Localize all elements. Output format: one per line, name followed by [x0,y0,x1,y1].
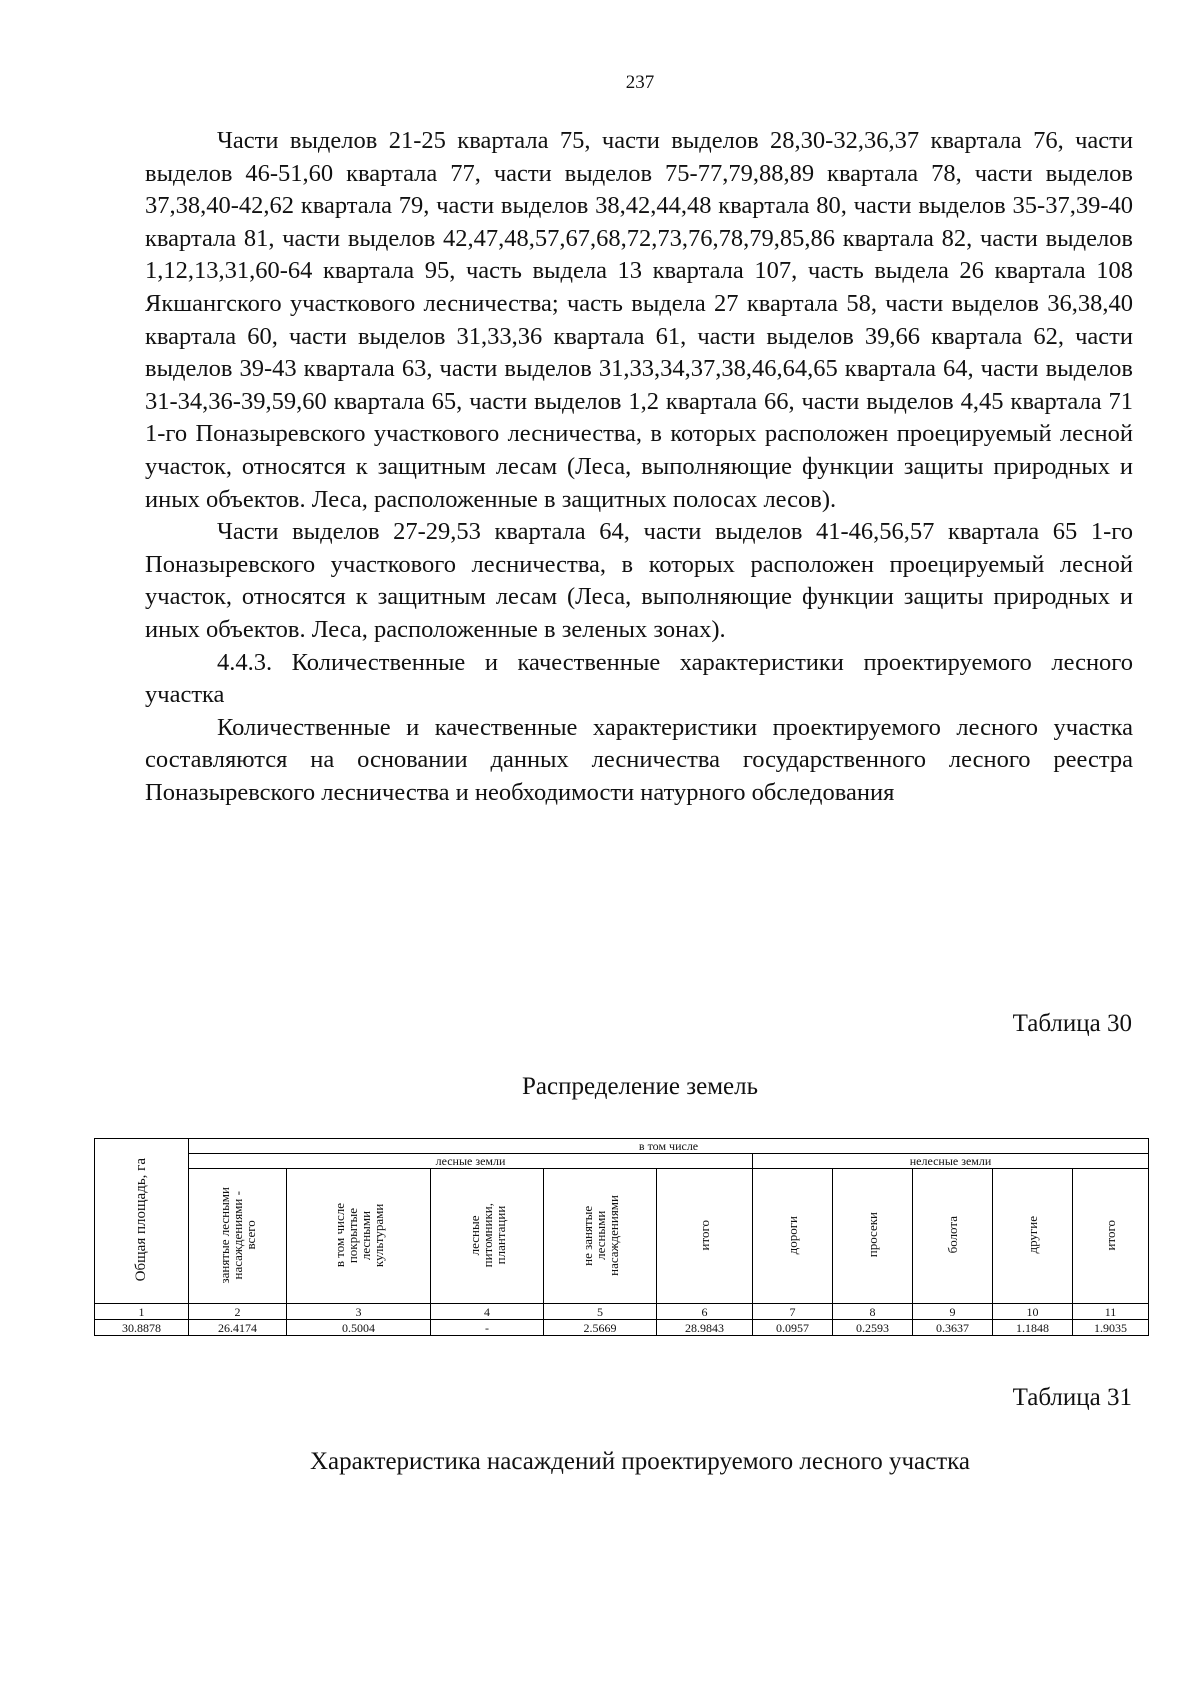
column-number: 8 [833,1304,913,1320]
header-other: другие [993,1169,1073,1304]
value-cell: 1.1848 [993,1320,1073,1336]
header-nonforest-lands: нелесные земли [753,1154,1149,1169]
value-cell: 0.0957 [753,1320,833,1336]
value-cell: 0.5004 [287,1320,431,1336]
section-heading-4-4-3: 4.4.3. Количественные и качественные характеристики проектируемого лесного участка [145,648,1133,709]
table-30-title: Распределение земель [522,1073,758,1100]
land-distribution-table [94,1138,1149,1336]
header-including: в том числе [189,1139,1149,1154]
header-nonforest-total: итого [1073,1169,1149,1304]
header-total-area: Общая площадь, га [95,1139,189,1304]
header-forest-lands: лесные земли [189,1154,753,1169]
paragraph-characteristics: Количественные и качественные характеристики проектируемого лесного участка составляются на основании данных лесничества государственного лесного реестра Поназыревского лесничества и необходимости натурного обследования [145,713,1133,806]
header-forest-cultures: в том числе покрытые лесными культурами [287,1169,431,1304]
paragraph-protective-forests-1: Части выделов 21-25 квартала 75, части выделов 28,30-32,36,37 квартала 76, части выделов 46-51,60 квартала 77, части выделов 75-77,79,88,89 квартала 78, части выделов 37,38,40-42,62 квартала 79, части выделов 38,42,44,48 квартала 80, части выделов 35-37,39-40 квартала 81, части выделов 42,47,48,57,67,68,72,73,76,78,79,85,86 квартала 82, части выделов 1,12,13,31,60-64 квартала 95, часть выдела 13 квартала 107, часть выдела 26 квартала 108 Якшангского участкового лесничества; часть выдела 27 квартала 58, части выделов 36,38,40 квартала 60, части выделов 31,33,36 квартала 61, части выделов 39,66 квартала 62, части выделов 39-43 квартала 63, части выделов 31,33,34,37,38,46,64,65 квартала 64, части выделов 31-34,36-39,59,60 квартала 65, части выделов 1,2 квартала 66, части выделов 4,45 квартала 71 1-го Поназыревского участкового лесничества, в которых расположен проецируемый лесной участок, относятся к защитным лесам (Леса, выполняющие функции защиты природных и иных объектов. Леса, расположенные в защитных полосах лесов). [145,127,1133,513]
table-30-caption: Таблица 30 [1012,1010,1132,1037]
header-swamps: болота [913,1169,993,1304]
value-cell: 0.2593 [833,1320,913,1336]
table-row [95,1320,1149,1336]
header-nurseries: лесные питомники, плантации [431,1169,544,1304]
header-unoccupied: не занятые лесными насаждениями [544,1169,657,1304]
column-number-row [95,1304,1149,1320]
column-number: 1 [95,1304,189,1320]
value-cell: 28.9843 [657,1320,753,1336]
value-cell: 30.8878 [95,1320,189,1336]
table-31-caption: Таблица 31 [1012,1384,1132,1411]
column-number: 6 [657,1304,753,1320]
column-number: 10 [993,1304,1073,1320]
header-occupied-stands: занятые лесными насаждениями - всего [189,1169,287,1304]
column-number: 9 [913,1304,993,1320]
header-clearings: просеки [833,1169,913,1304]
value-cell: - [431,1320,544,1336]
body-text [145,125,1133,809]
page-number: 237 [625,72,655,93]
column-number: 3 [287,1304,431,1320]
header-roads: дороги [753,1169,833,1304]
value-cell: 26.4174 [189,1320,287,1336]
column-number: 11 [1073,1304,1149,1320]
value-cell: 0.3637 [913,1320,993,1336]
column-number: 4 [431,1304,544,1320]
table-31-title: Характеристика насаждений проектируемого лесного участка [309,1448,971,1475]
value-cell: 1.9035 [1073,1320,1149,1336]
value-cell: 2.5669 [544,1320,657,1336]
column-number: 2 [189,1304,287,1320]
column-number: 5 [544,1304,657,1320]
header-forest-total: итого [657,1169,753,1304]
paragraph-protective-forests-2: Части выделов 27-29,53 квартала 64, части выделов 41-46,56,57 квартала 65 1-го Поназыревского участкового лесничества, в которых расположен проецируемый лесной участок, относятся к защитным лесам (Леса, выполняющие функции защиты природных и иных объектов. Леса, расположенные в зеленых зонах). [145,518,1133,643]
column-number: 7 [753,1304,833,1320]
